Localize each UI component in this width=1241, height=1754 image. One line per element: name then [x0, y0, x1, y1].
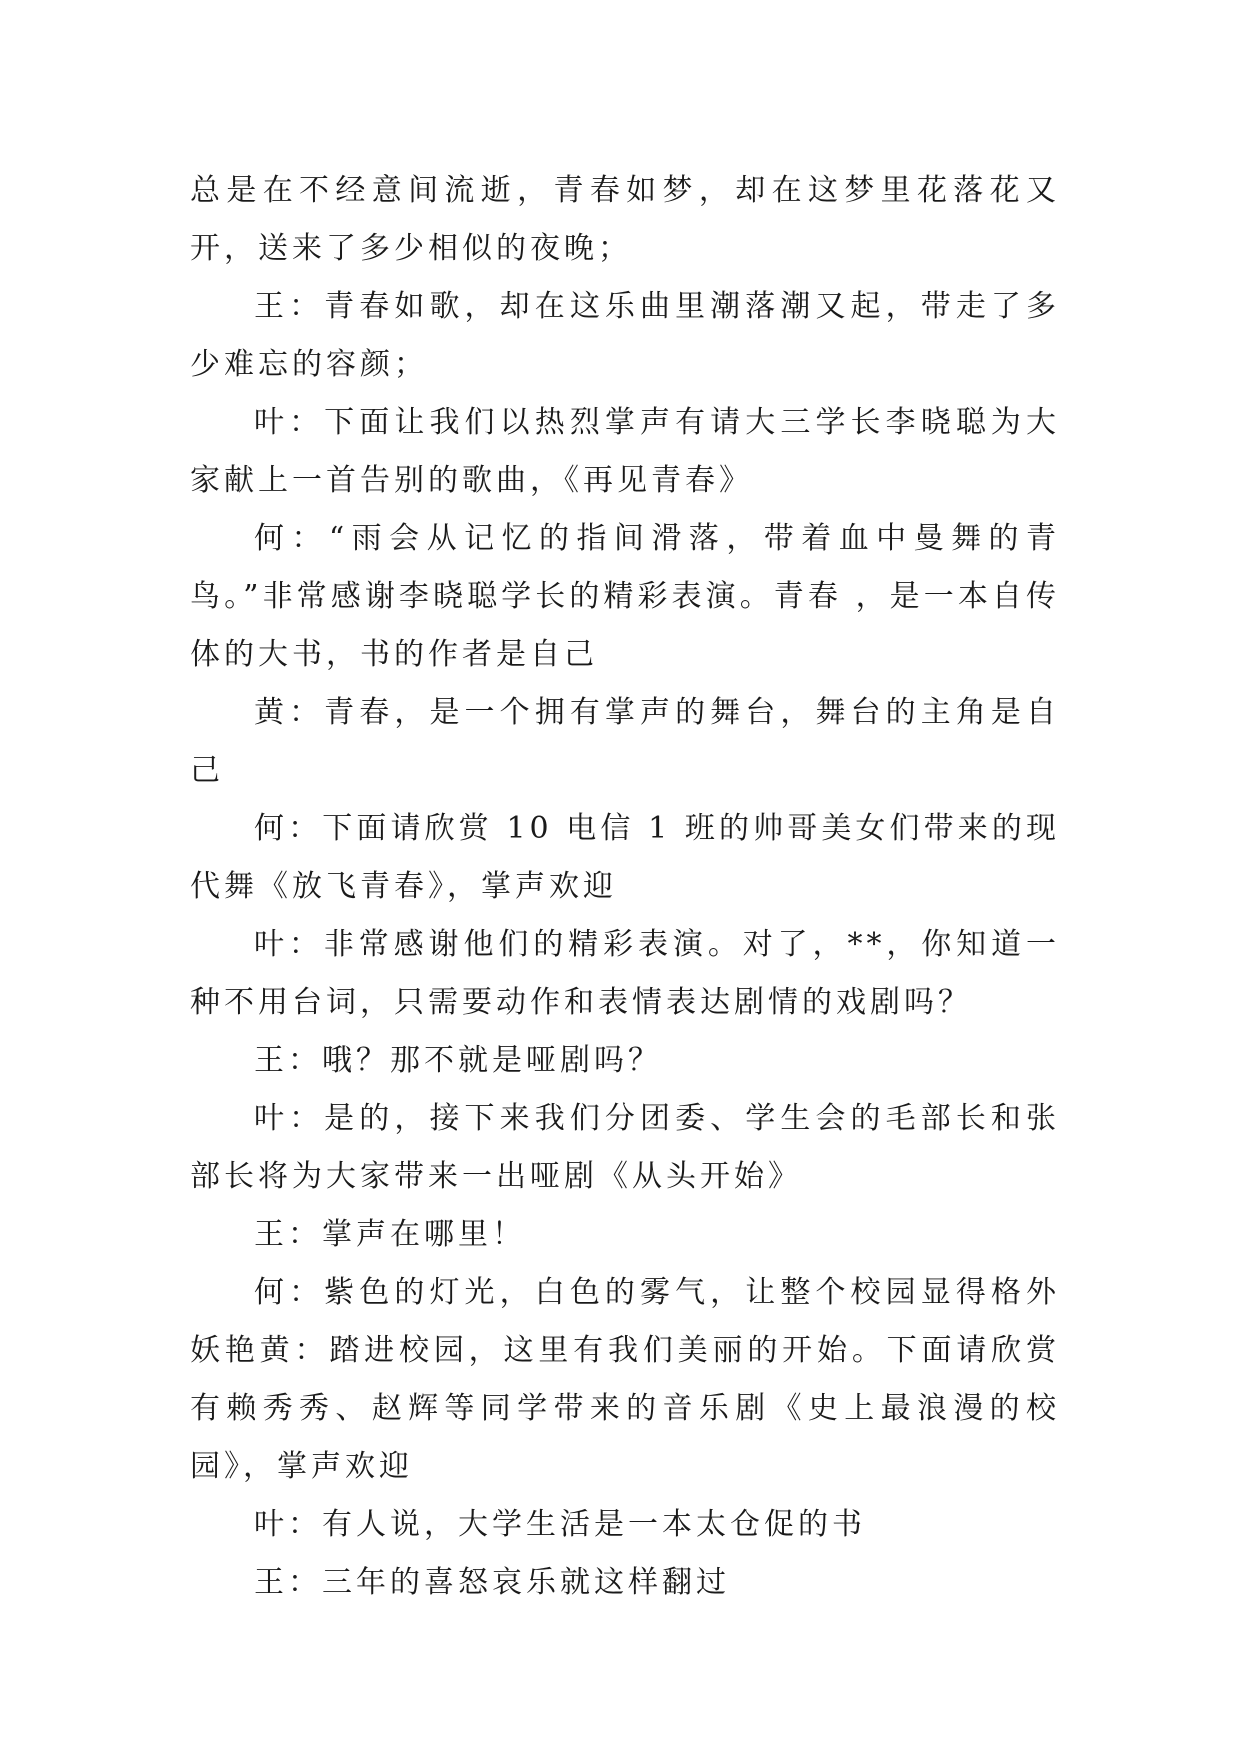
paragraph-continuation: 总是在不经意间流逝，青春如梦，却在这梦里花落花又开，送来了多少相似的夜晚；: [190, 173, 1060, 266]
document-body: [190, 162, 1060, 1612]
paragraph-wang-1: 王：青春如歌，却在这乐曲里潮落潮又起，带走了多少难忘的容颜；: [190, 289, 1060, 382]
paragraph-he-1: 何：“雨会从记忆的指间滑落，带着血中曼舞的青鸟。”非常感谢李晓聪学长的精彩表演。青春 ，是一本自传体的大书，书的作者是自己: [190, 521, 1060, 672]
paragraph-ye-3: 叶：是的，接下来我们分团委、学生会的毛部长和张部长将为大家带来一出哑剧《从头开始》: [190, 1101, 1060, 1194]
paragraph-he-2: 何：下面请欣赏 10 电信 1 班的帅哥美女们带来的现代舞《放飞青春》，掌声欢迎: [190, 811, 1060, 904]
paragraph-wang-3: 王：掌声在哪里！: [254, 1217, 526, 1252]
paragraph-ye-4: 叶：有人说，大学生活是一本太仓促的书: [254, 1507, 866, 1542]
paragraph-wang-2: 王：哦？那不就是哑剧吗？: [254, 1043, 662, 1078]
paragraph-ye-1: 叶：下面让我们以热烈掌声有请大三学长李晓聪为大家献上一首告别的歌曲，《再见青春》: [190, 405, 1060, 498]
paragraph-huang-1: 黄：青春，是一个拥有掌声的舞台，舞台的主角是自己: [190, 695, 1060, 788]
paragraph-ye-2: 叶：非常感谢他们的精彩表演。对了，**，你知道一种不用台词，只需要动作和表情表达剧情的戏剧吗？: [190, 927, 1060, 1020]
paragraph-he-3: 何：紫色的灯光，白色的雾气，让整个校园显得格外妖艳黄：踏进校园，这里有我们美丽的开始。下面请欣赏有赖秀秀、赵辉等同学带来的音乐剧《史上最浪漫的校园》，掌声欢迎: [190, 1275, 1060, 1484]
paragraph-wang-4: 王：三年的喜怒哀乐就这样翻过: [254, 1565, 730, 1600]
